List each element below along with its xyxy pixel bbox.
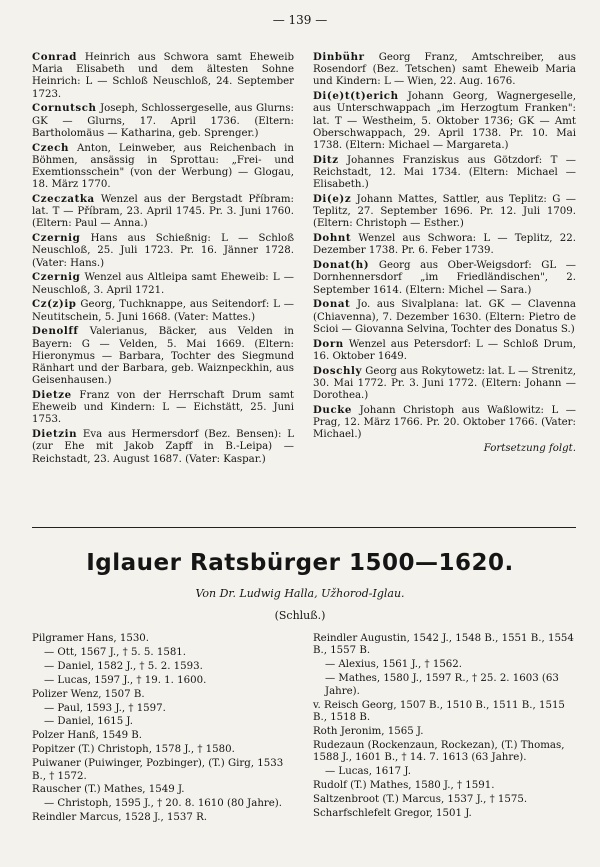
register-entry <box>32 389 294 427</box>
entry-text: Wenzel aus der Bergstadt Příbram: lat. T — Příbram, 23. April 1745. Pr. 3. Juni 1760. (Eltern: Paul — Anna.) <box>32 194 294 230</box>
burgher-entry: Polzer Hanß, 1549 B. <box>32 730 143 742</box>
entry-text: Wenzel aus Schwora: L — Teplitz, 22. Dezember 1738. Pr. 6. Feber 1739. <box>313 233 576 257</box>
register-entry <box>32 142 294 192</box>
entry-text: Johann Georg, Wagnergeselle, aus Unterschwappach „im Herzogtum Franken": lat. T — Westheim, 5. Oktober 1736; GK — Amt Oberschwappach, 29. April 1738. Pr. 10. Mai 1738. (Eltern: Michael — Margareta.) <box>313 91 576 152</box>
register-entry <box>32 428 294 466</box>
register-entry <box>32 193 294 231</box>
entry-text: Georg Franz, Amtschreiber, aus Rosendorf (Bez. Tetschen) samt Eheweib Maria und Kindern: L — Wien, 22. Aug. 1676. <box>313 52 576 88</box>
entry-surname: Doschly <box>313 364 362 377</box>
burgher-entry: — Daniel, 1582 J., † 5. 2. 1593. <box>44 660 203 672</box>
burgher-entry: — Daniel, 1615 J. <box>44 716 133 728</box>
entry-surname: Di(e)t(t)erich <box>313 90 399 103</box>
burgher-entry: Rudolf (T.) Mathes, 1580 J., † 1591. <box>313 779 495 791</box>
section-title: Iglauer Ratsbürger 1500—1620. <box>86 550 514 576</box>
page-number: — 139 — <box>272 13 328 27</box>
entry-surname: Ducke <box>313 403 352 416</box>
burgher-entry: Reindler Augustin, 1542 J., 1548 B., 1551 B., 1554 B., 1557 B. <box>313 633 574 657</box>
register-entry <box>32 51 294 101</box>
entry-surname: Conrad <box>32 51 78 63</box>
entry-surname: Czernig <box>32 232 81 245</box>
burgher-entry: Reindler Marcus, 1528 J., 1537 R. <box>32 812 208 824</box>
entry-surname: Czech <box>32 141 69 154</box>
burgher-entry: Popitzer (T.) Christoph, 1578 J., † 1580. <box>32 744 235 756</box>
entry-surname: Dinbühr <box>313 51 365 63</box>
entry-text: Wenzel aus Altleipa samt Eheweib: L — Neuschloß, 3. April 1721. <box>32 272 294 296</box>
entry-text: Georg aus Rokytowetz: lat. L — Strenitz, 30. Mai 1772. Pr. 3. Juni 1772. (Eltern: Johann — Dorothea.) <box>313 365 576 402</box>
entry-surname: Donat <box>313 298 351 311</box>
burgher-entry: — Paul, 1593 J., † 1597. <box>44 702 166 714</box>
burgher-entry: Polizer Wenz, 1507 B. <box>32 688 145 700</box>
burgher-entry: Roth Jeronim, 1565 J. <box>313 725 424 737</box>
burgher-entry: — Lucas, 1597 J., † 19. 1. 1600. <box>44 674 207 686</box>
burgher-entry: Pilgramer Hans, 1530. <box>32 633 150 644</box>
register-entry <box>313 193 576 231</box>
entry-surname: Ditz <box>313 153 339 166</box>
burgher-entry: — Ott, 1567 J., † 5. 5. 1581. <box>44 646 187 658</box>
register-entry <box>313 338 576 363</box>
entry-surname: Cornutsch <box>32 102 97 115</box>
entry-text: Wenzel aus Petersdorf: L — Schloß Drum, 16. Oktober 1649. <box>313 338 576 362</box>
burgher-entry: — Lucas, 1617 J. <box>325 766 411 778</box>
entry-text: Hans aus Schießnig: L — Schloß Neuschloß, 25. Juli 1723. Pr. 16. Jänner 1728. (Vater: Hans.) <box>32 233 294 269</box>
burgher-entry: Scharfschlefelt Gregor, 1501 J. <box>313 807 472 819</box>
entry-surname: Cz(z)ip <box>32 298 77 311</box>
entry-text: Franz von der Herrschaft Drum samt Eheweib und Kindern: L — Eichstätt, 25. Juni 1753. <box>32 390 294 426</box>
burgher-entry: — Alexius, 1561 J., † 1562. <box>325 659 463 671</box>
burgher-entry: v. Reisch Georg, 1507 B., 1510 B., 1511 B., 1515 B., 1518 B. <box>313 699 565 723</box>
continuation-note: Fortsetzung folgt. <box>483 443 576 455</box>
entry-surname: Dohnt <box>313 232 352 245</box>
register-entry <box>32 271 294 296</box>
entry-text: Georg, Tuchknappe, aus Seitendorf: L — Neutitschein, 5. Juni 1668. (Vater: Mattes.) <box>32 299 294 323</box>
entry-text: Jo. aus Sivalplana: lat. GK — Clavenna (Chiavenna), 7. Dezember 1630. (Eltern: Pietro de Scioi — Giovanna Selvina, Tochter des Donatus S.) <box>313 299 576 335</box>
entry-text: Joseph, Schlossergeselle, aus Glurns: GK — Glurns, 17. April 1736. (Eltern: Bartholomäus — Katharina, geb. Sprenger.) <box>32 103 294 139</box>
entry-surname: Di(e)z <box>313 193 352 206</box>
entry-surname: Czeczatka <box>32 193 95 206</box>
burgher-list-left <box>32 633 294 826</box>
entry-text: Georg aus Ober-Weigsdorf: GL — Dornhennersdorf „im Friedländischen", 2. September 1614. (Eltern: Michel — Sara.) <box>313 260 576 296</box>
register-entry <box>313 404 576 442</box>
register-entry <box>313 154 576 192</box>
entry-surname: Dietzin <box>32 428 78 441</box>
burgher-entry: — Mathes, 1580 J., 1597 R., † 25. 2. 1603 (63 Jahre). <box>325 673 559 697</box>
register-entry <box>32 232 294 270</box>
entry-surname: Denolff <box>32 325 79 338</box>
burgher-entry: — Christoph, 1595 J., † 20. 8. 1610 (80 Jahre). <box>44 798 282 810</box>
entry-text: Heinrich aus Schwora samt Eheweib Maria Elisabeth und dem ältesten Sohne Heinrich: L — Schloß Neuschloß, 24. September 1723. <box>32 52 294 100</box>
register-entry <box>313 232 576 257</box>
burgher-entry: Saltzenbroot (T.) Marcus, 1537 J., † 1575. <box>313 793 528 805</box>
register-entry <box>32 298 294 323</box>
burgher-entry: Rauscher (T.) Mathes, 1549 J. <box>32 784 185 796</box>
register-entry <box>313 51 576 89</box>
entry-text: Johannes Franziskus aus Götzdorf: T — Reichstadt, 12. Mai 1734. (Eltern: Michael — Elisabeth.) <box>313 154 576 191</box>
entry-text: Valerianus, Bäcker, aus Velden in Bayern: G — Velden, 5. Mai 1669. (Eltern: Hieronymus — Barbara, Tochter des Siegmund Ränhart und der Barbara, geb. Waiznpeckhin, aus Geisenhausen.) <box>32 326 294 387</box>
register-entry <box>313 259 576 297</box>
entry-surname: Czernig <box>32 271 81 284</box>
entry-text: Johann Mattes, Sattler, aus Teplitz: G — Teplitz, 27. September 1696. Pr. 12. Juli 1709. (Eltern: Christoph — Esther.) <box>313 194 576 230</box>
entry-text: Anton, Leinweber, aus Reichenbach in Böhmen, ansässig in Sprottau: „Frei- und Exemtionsschein" (von der Werbung) — Glogau, 18. März 1770. <box>32 142 294 191</box>
register-entry <box>32 325 294 387</box>
register-entry <box>32 102 294 140</box>
burgher-list-right <box>313 633 576 822</box>
entries-left-column <box>32 51 294 467</box>
section-note: (Schluß.) <box>274 609 326 622</box>
burgher-entry: Rudezaun (Rockenzaun, Rockezan), (T.) Thomas, 1588 J., 1601 B., † 14. 7. 1613 (63 Jahre). <box>313 739 565 764</box>
entry-text: Johann Christoph aus Waßlowitz: L — Prag, 12. März 1766. Pr. 20. Oktober 1766. (Vater: Michael.) <box>313 404 576 441</box>
register-entry <box>313 365 576 403</box>
section-author: Von Dr. Ludwig Halla, Užhorod-Iglau. <box>195 587 405 600</box>
entry-surname: Dorn <box>313 337 344 350</box>
entry-surname: Dietze <box>32 389 72 402</box>
entry-surname: Donat(h) <box>313 259 370 272</box>
entries-right-column <box>313 51 576 455</box>
register-entry <box>313 90 576 152</box>
section-divider <box>32 527 576 528</box>
entry-text: Eva aus Hermersdorf (Bez. Bensen): L (zur Ehe mit Jakob Zapff in B.-Leipa) — Reichstadt, 23. August 1687. (Vater: Kaspar.) <box>32 429 294 465</box>
register-entry <box>313 298 576 336</box>
burgher-entry: Puiwaner (Puiwinger, Pozbinger), (T.) Girg, 1533 B., † 1572. <box>32 758 284 782</box>
